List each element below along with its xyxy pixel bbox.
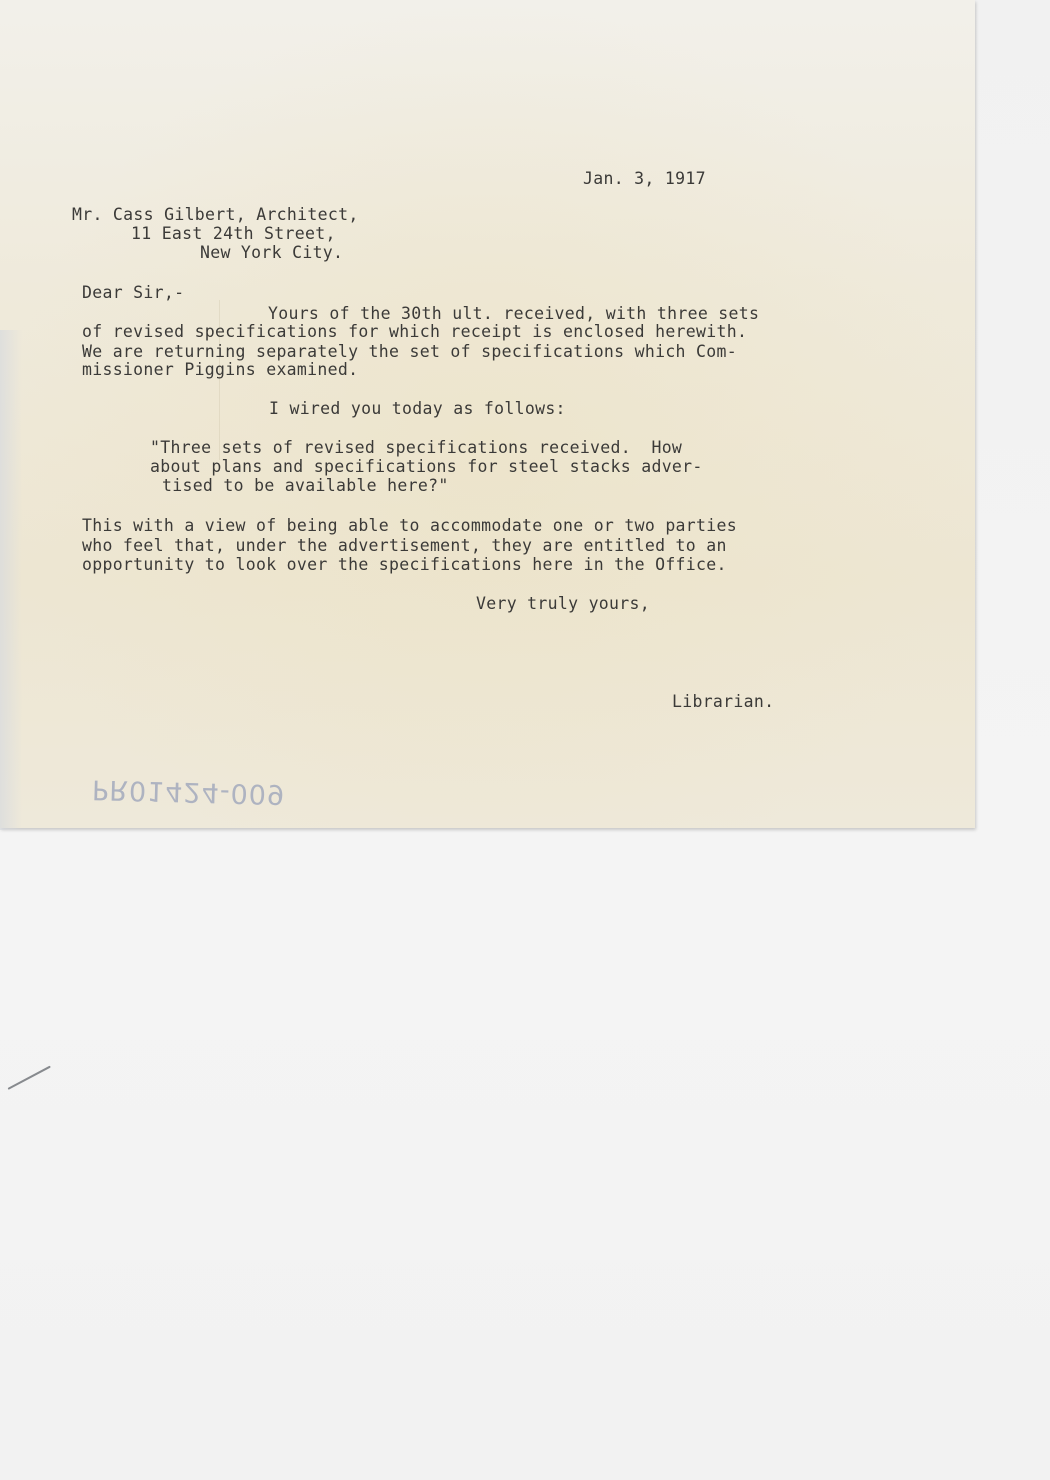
recipient-street-line: 11 East 24th Street, (131, 224, 336, 243)
signature: Librarian. (672, 692, 775, 711)
salutation: Dear Sir,- (82, 283, 185, 302)
paragraph3-line3: opportunity to look over the specifications here in the Office. (82, 555, 727, 574)
paragraph1-line1: Yours of the 30th ult. received, with three sets (268, 304, 760, 323)
paper-shadow-edge (0, 330, 22, 830)
paragraph1-line2: of revised specifications for which receipt is enclosed herewith. (82, 322, 748, 341)
paragraph1-line4: missioner Piggins examined. (82, 360, 359, 379)
paragraph1-line3: We are returning separately the set of specifications which Com- (82, 342, 737, 361)
letter-date: Jan. 3, 1917 (583, 169, 706, 188)
closing: Very truly yours, (476, 594, 650, 613)
recipient-city-line: New York City. (200, 243, 344, 262)
archive-stamp: PR01424-009 (91, 773, 286, 810)
paragraph3-line1: This with a view of being able to accommodate one or two parties (82, 516, 737, 535)
paragraph2: I wired you today as follows: (269, 399, 566, 418)
telegram-line1: "Three sets of revised specifications received. How (150, 438, 683, 457)
telegram-line3: tised to be available here?" (162, 476, 449, 495)
telegram-line2: about plans and specifications for steel stacks adver- (150, 457, 703, 476)
recipient-name-line: Mr. Cass Gilbert, Architect, (72, 205, 359, 224)
paragraph3-line2: who feel that, under the advertisement, they are entitled to an (82, 536, 727, 555)
